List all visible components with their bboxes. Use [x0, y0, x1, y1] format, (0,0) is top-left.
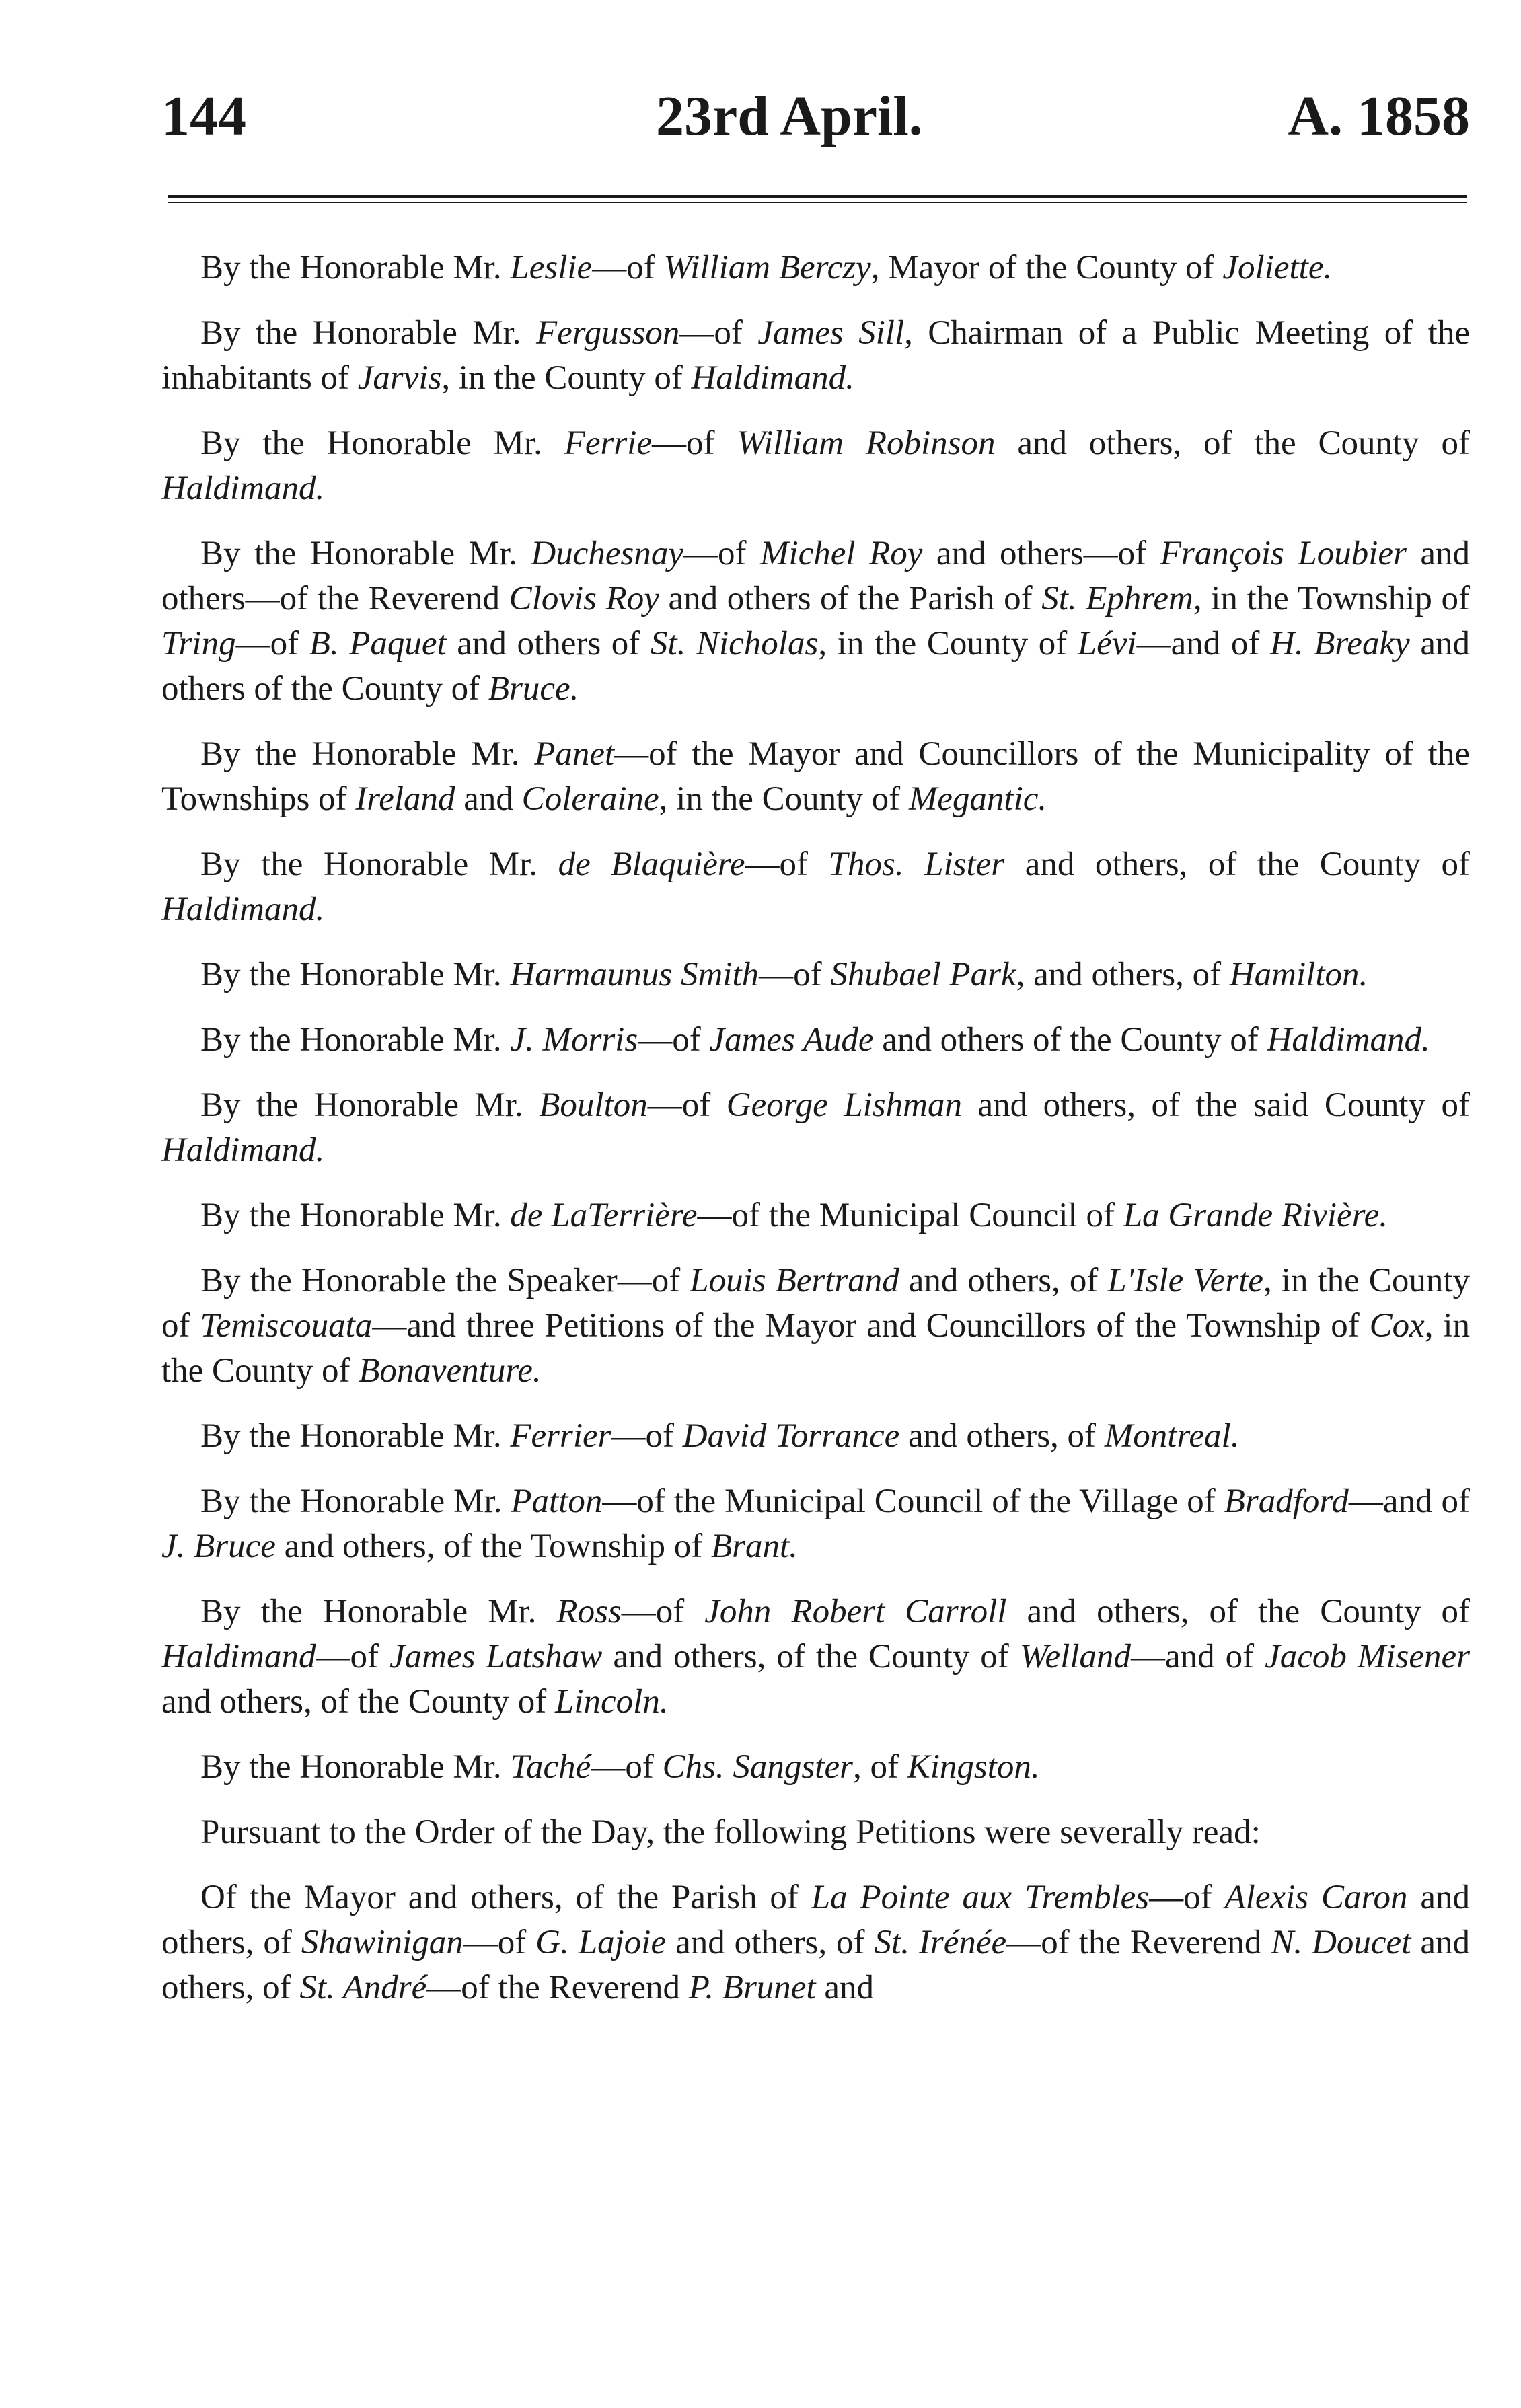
- paragraph-text: By the Honorable Mr.: [200, 735, 535, 773]
- header-rule-thin: [168, 202, 1467, 203]
- italic-name: Clovis Roy: [509, 580, 659, 617]
- italic-name: Haldimand.: [691, 359, 854, 397]
- petition-paragraph: [161, 1193, 1470, 1238]
- page-body: [161, 246, 1470, 2031]
- italic-name: Haldimand.: [1267, 1021, 1430, 1059]
- italic-name: James Sill: [757, 314, 905, 352]
- paragraph-text: , Mayor of the County of: [870, 249, 1223, 287]
- italic-name: Temiscouata: [200, 1307, 373, 1345]
- paragraph-text: By the Honorable Mr.: [200, 249, 511, 287]
- italic-name: Shawinigan: [301, 1924, 463, 1961]
- paragraph-text: —of: [591, 1748, 663, 1786]
- paragraph-text: and others, of the County of: [1004, 845, 1470, 883]
- paragraph-text: and others of the County of: [873, 1021, 1267, 1059]
- paragraph-text: —of: [316, 1638, 389, 1676]
- paragraph-text: —of: [611, 1417, 683, 1455]
- italic-name: François Loubier: [1160, 535, 1407, 572]
- paragraph-text: —of: [1149, 1879, 1225, 1916]
- paragraph-text: By the Honorable Mr.: [200, 314, 536, 352]
- paragraph-text: and others, of the Township of: [275, 1528, 711, 1565]
- italic-name: Haldimand: [161, 1638, 316, 1676]
- italic-name: Lévi: [1077, 625, 1137, 663]
- petition-paragraph: [161, 1018, 1470, 1063]
- paragraph-text: and others—of: [922, 535, 1160, 572]
- paragraph-text: , and others, of: [1016, 956, 1230, 993]
- italic-name: Louis Bertrand: [690, 1262, 899, 1300]
- italic-name: La Pointe aux Trembles: [811, 1879, 1150, 1916]
- petition-paragraph: [161, 1745, 1470, 1790]
- petition-paragraph: [161, 952, 1470, 998]
- italic-name: J. Morris: [510, 1021, 638, 1059]
- paragraph-text: and: [455, 780, 522, 818]
- petition-paragraph: [161, 1414, 1470, 1459]
- paragraph-text: Pursuant to the Order of the Day, the following Petitions were severally read:: [200, 1813, 1261, 1851]
- paragraph-text: and others, of: [161, 1924, 1470, 2006]
- header-rule: [168, 195, 1467, 198]
- italic-name: de LaTerrière: [510, 1197, 698, 1234]
- italic-name: Ferrier: [510, 1417, 611, 1455]
- petition-paragraph: [161, 1589, 1470, 1725]
- paragraph-text: , in the County of: [659, 780, 909, 818]
- italic-name: George Lishman: [726, 1086, 962, 1124]
- italic-name: Bruce.: [488, 670, 579, 708]
- italic-name: P. Brunet: [688, 1969, 816, 2006]
- page-date: 23rd April.: [656, 85, 923, 147]
- paragraph-text: —and of: [1136, 625, 1270, 663]
- italic-name: Joliette.: [1222, 249, 1333, 287]
- paragraph-text: —of: [683, 535, 760, 572]
- paragraph-text: —of: [651, 424, 737, 462]
- paragraph-text: By the Honorable Mr.: [200, 424, 564, 462]
- paragraph-text: By the Honorable Mr.: [200, 1482, 511, 1520]
- paragraph-text: and others of the Parish of: [659, 580, 1042, 617]
- paragraph-text: , in the County of: [818, 625, 1078, 663]
- italic-name: Coleraine: [521, 780, 659, 818]
- italic-name: Chs. Sangster: [662, 1748, 853, 1786]
- paragraph-text: —of: [647, 1086, 727, 1124]
- paragraph-text: , of: [852, 1748, 907, 1786]
- italic-name: L'Isle Verte: [1107, 1262, 1264, 1300]
- petition-paragraph: [161, 531, 1470, 712]
- petition-paragraph: [161, 1258, 1470, 1394]
- italic-name: John Robert Carroll: [704, 1593, 1007, 1630]
- paragraph-text: and others, of: [666, 1924, 875, 1961]
- paragraph-text: —of: [759, 956, 831, 993]
- paragraph-text: By the Honorable Mr.: [200, 1021, 511, 1059]
- italic-name: Tring: [161, 625, 236, 663]
- paragraph-text: —of the Mayor and Councillors of the Municipality of the Townships of: [161, 735, 1470, 818]
- italic-name: Leslie: [510, 249, 593, 287]
- paragraph-text: and: [815, 1969, 874, 2006]
- paragraph-text: By the Honorable Mr.: [200, 1086, 540, 1124]
- paragraph-text: —of: [621, 1593, 705, 1630]
- paragraph-text: , Chairman of a Public Meeting of the inhabitants of: [161, 314, 1470, 397]
- paragraph-text: and others, of the County of: [161, 1683, 555, 1721]
- paragraph-text: and others—of the Reverend: [161, 535, 1471, 617]
- italic-name: Montreal.: [1104, 1417, 1240, 1455]
- italic-name: Haldimand.: [161, 891, 325, 928]
- paragraph-text: —of: [592, 249, 664, 287]
- italic-name: Lincoln.: [554, 1683, 669, 1721]
- paragraph-text: —of: [679, 314, 758, 352]
- paragraph-text: —of: [235, 625, 309, 663]
- italic-name: Bonaventure.: [359, 1352, 542, 1390]
- petition-paragraph: [161, 1810, 1470, 1855]
- italic-name: Bradford: [1224, 1482, 1349, 1520]
- paragraph-text: By the Honorable Mr.: [200, 1197, 511, 1234]
- petition-paragraph: [161, 1083, 1470, 1173]
- italic-name: James Aude: [709, 1021, 874, 1059]
- paragraph-text: and others, of the County of: [602, 1638, 1020, 1676]
- paragraph-text: and others, of the said County of: [961, 1086, 1470, 1124]
- italic-name: B. Paquet: [309, 625, 447, 663]
- paragraph-text: and others, of: [161, 1879, 1470, 1961]
- italic-name: Haldimand.: [161, 469, 325, 507]
- italic-name: Welland: [1019, 1638, 1132, 1676]
- italic-name: Patton: [511, 1482, 603, 1520]
- italic-name: St. Irénée: [874, 1924, 1007, 1961]
- paragraph-text: and others, of: [899, 1262, 1108, 1300]
- italic-name: William Robinson: [737, 424, 996, 462]
- paragraph-text: —of the Reverend: [1006, 1924, 1271, 1961]
- italic-name: N. Doucet: [1271, 1924, 1411, 1961]
- italic-name: Ross: [556, 1593, 622, 1630]
- petition-paragraph: [161, 246, 1470, 291]
- petition-paragraph: [161, 732, 1470, 822]
- paragraph-text: —of: [638, 1021, 710, 1059]
- italic-name: Duchesnay: [531, 535, 683, 572]
- paragraph-text: By the Honorable Mr.: [200, 1748, 511, 1786]
- italic-name: de Blaquière: [558, 845, 745, 883]
- petition-paragraph: [161, 311, 1470, 401]
- paragraph-text: By the Honorable the Speaker—of: [200, 1262, 690, 1300]
- paragraph-text: and others, of: [899, 1417, 1105, 1455]
- paragraph-text: —of: [463, 1924, 536, 1961]
- paragraph-text: —and of: [1348, 1482, 1470, 1520]
- petition-paragraph: [161, 421, 1470, 511]
- italic-name: J. Bruce: [161, 1528, 276, 1565]
- italic-name: Hamilton.: [1229, 956, 1368, 993]
- italic-name: Thos. Lister: [828, 845, 1005, 883]
- italic-name: Taché: [510, 1748, 591, 1786]
- italic-name: Panet: [534, 735, 615, 773]
- italic-name: Megantic.: [908, 780, 1047, 818]
- paragraph-text: , in the County of: [441, 359, 692, 397]
- page-header: [161, 79, 1470, 153]
- italic-name: Ferrie: [564, 424, 652, 462]
- italic-name: Fergusson: [535, 314, 680, 352]
- paragraph-text: Of the Mayor and others, of the Parish of: [200, 1879, 811, 1916]
- paragraph-text: , in the County of: [161, 1262, 1470, 1345]
- italic-name: St. André: [299, 1969, 427, 2006]
- paragraph-text: By the Honorable Mr.: [200, 1417, 511, 1455]
- paragraph-text: —of the Municipal Council of: [697, 1197, 1123, 1234]
- paragraph-text: and others, of the County of: [995, 424, 1470, 462]
- italic-name: Michel Roy: [759, 535, 923, 572]
- paragraph-text: and others, of the County of: [1006, 1593, 1470, 1630]
- italic-name: Brant.: [710, 1528, 798, 1565]
- paragraph-text: —of the Municipal Council of the Village of: [602, 1482, 1224, 1520]
- italic-name: David Torrance: [682, 1417, 900, 1455]
- paragraph-text: , in the Township of: [1193, 580, 1471, 617]
- paragraph-text: —and of: [1131, 1638, 1265, 1676]
- italic-name: Jacob Misener: [1265, 1638, 1471, 1676]
- italic-name: Ireland: [355, 780, 455, 818]
- italic-name: H. Breaky: [1270, 625, 1410, 663]
- paragraph-text: —of: [745, 845, 829, 883]
- italic-name: James Latshaw: [389, 1638, 603, 1676]
- italic-name: St. Ephrem: [1041, 580, 1193, 617]
- paragraph-text: and others of the County of: [161, 625, 1470, 708]
- page-year: A. 1858: [1288, 85, 1470, 147]
- italic-name: Haldimand.: [161, 1131, 325, 1169]
- page-number: 144: [161, 85, 246, 147]
- paragraph-text: , in the County of: [161, 1307, 1471, 1390]
- italic-name: La Grande Rivière.: [1123, 1197, 1388, 1234]
- italic-name: Kingston.: [907, 1748, 1040, 1786]
- italic-name: Alexis Caron: [1224, 1879, 1408, 1916]
- petition-paragraph: [161, 842, 1470, 932]
- paragraph-text: —of the Reverend: [426, 1969, 689, 2006]
- italic-name: G. Lajoie: [535, 1924, 667, 1961]
- italic-name: Boulton: [539, 1086, 648, 1124]
- italic-name: Cox: [1369, 1307, 1425, 1345]
- paragraph-text: and others of: [446, 625, 651, 663]
- italic-name: Shubael Park: [830, 956, 1016, 993]
- paragraph-text: By the Honorable Mr.: [200, 1593, 557, 1630]
- petition-paragraph: [161, 1875, 1470, 2010]
- italic-name: St. Nicholas: [650, 625, 819, 663]
- petition-paragraph: [161, 1479, 1470, 1569]
- paragraph-text: By the Honorable Mr.: [200, 956, 511, 993]
- paragraph-text: By the Honorable Mr.: [200, 845, 558, 883]
- italic-name: William Berczy: [663, 249, 871, 287]
- paragraph-text: —and three Petitions of the Mayor and Councillors of the Township of: [372, 1307, 1370, 1345]
- paragraph-text: By the Honorable Mr.: [200, 535, 531, 572]
- italic-name: Jarvis: [357, 359, 442, 397]
- italic-name: Harmaunus Smith: [510, 956, 759, 993]
